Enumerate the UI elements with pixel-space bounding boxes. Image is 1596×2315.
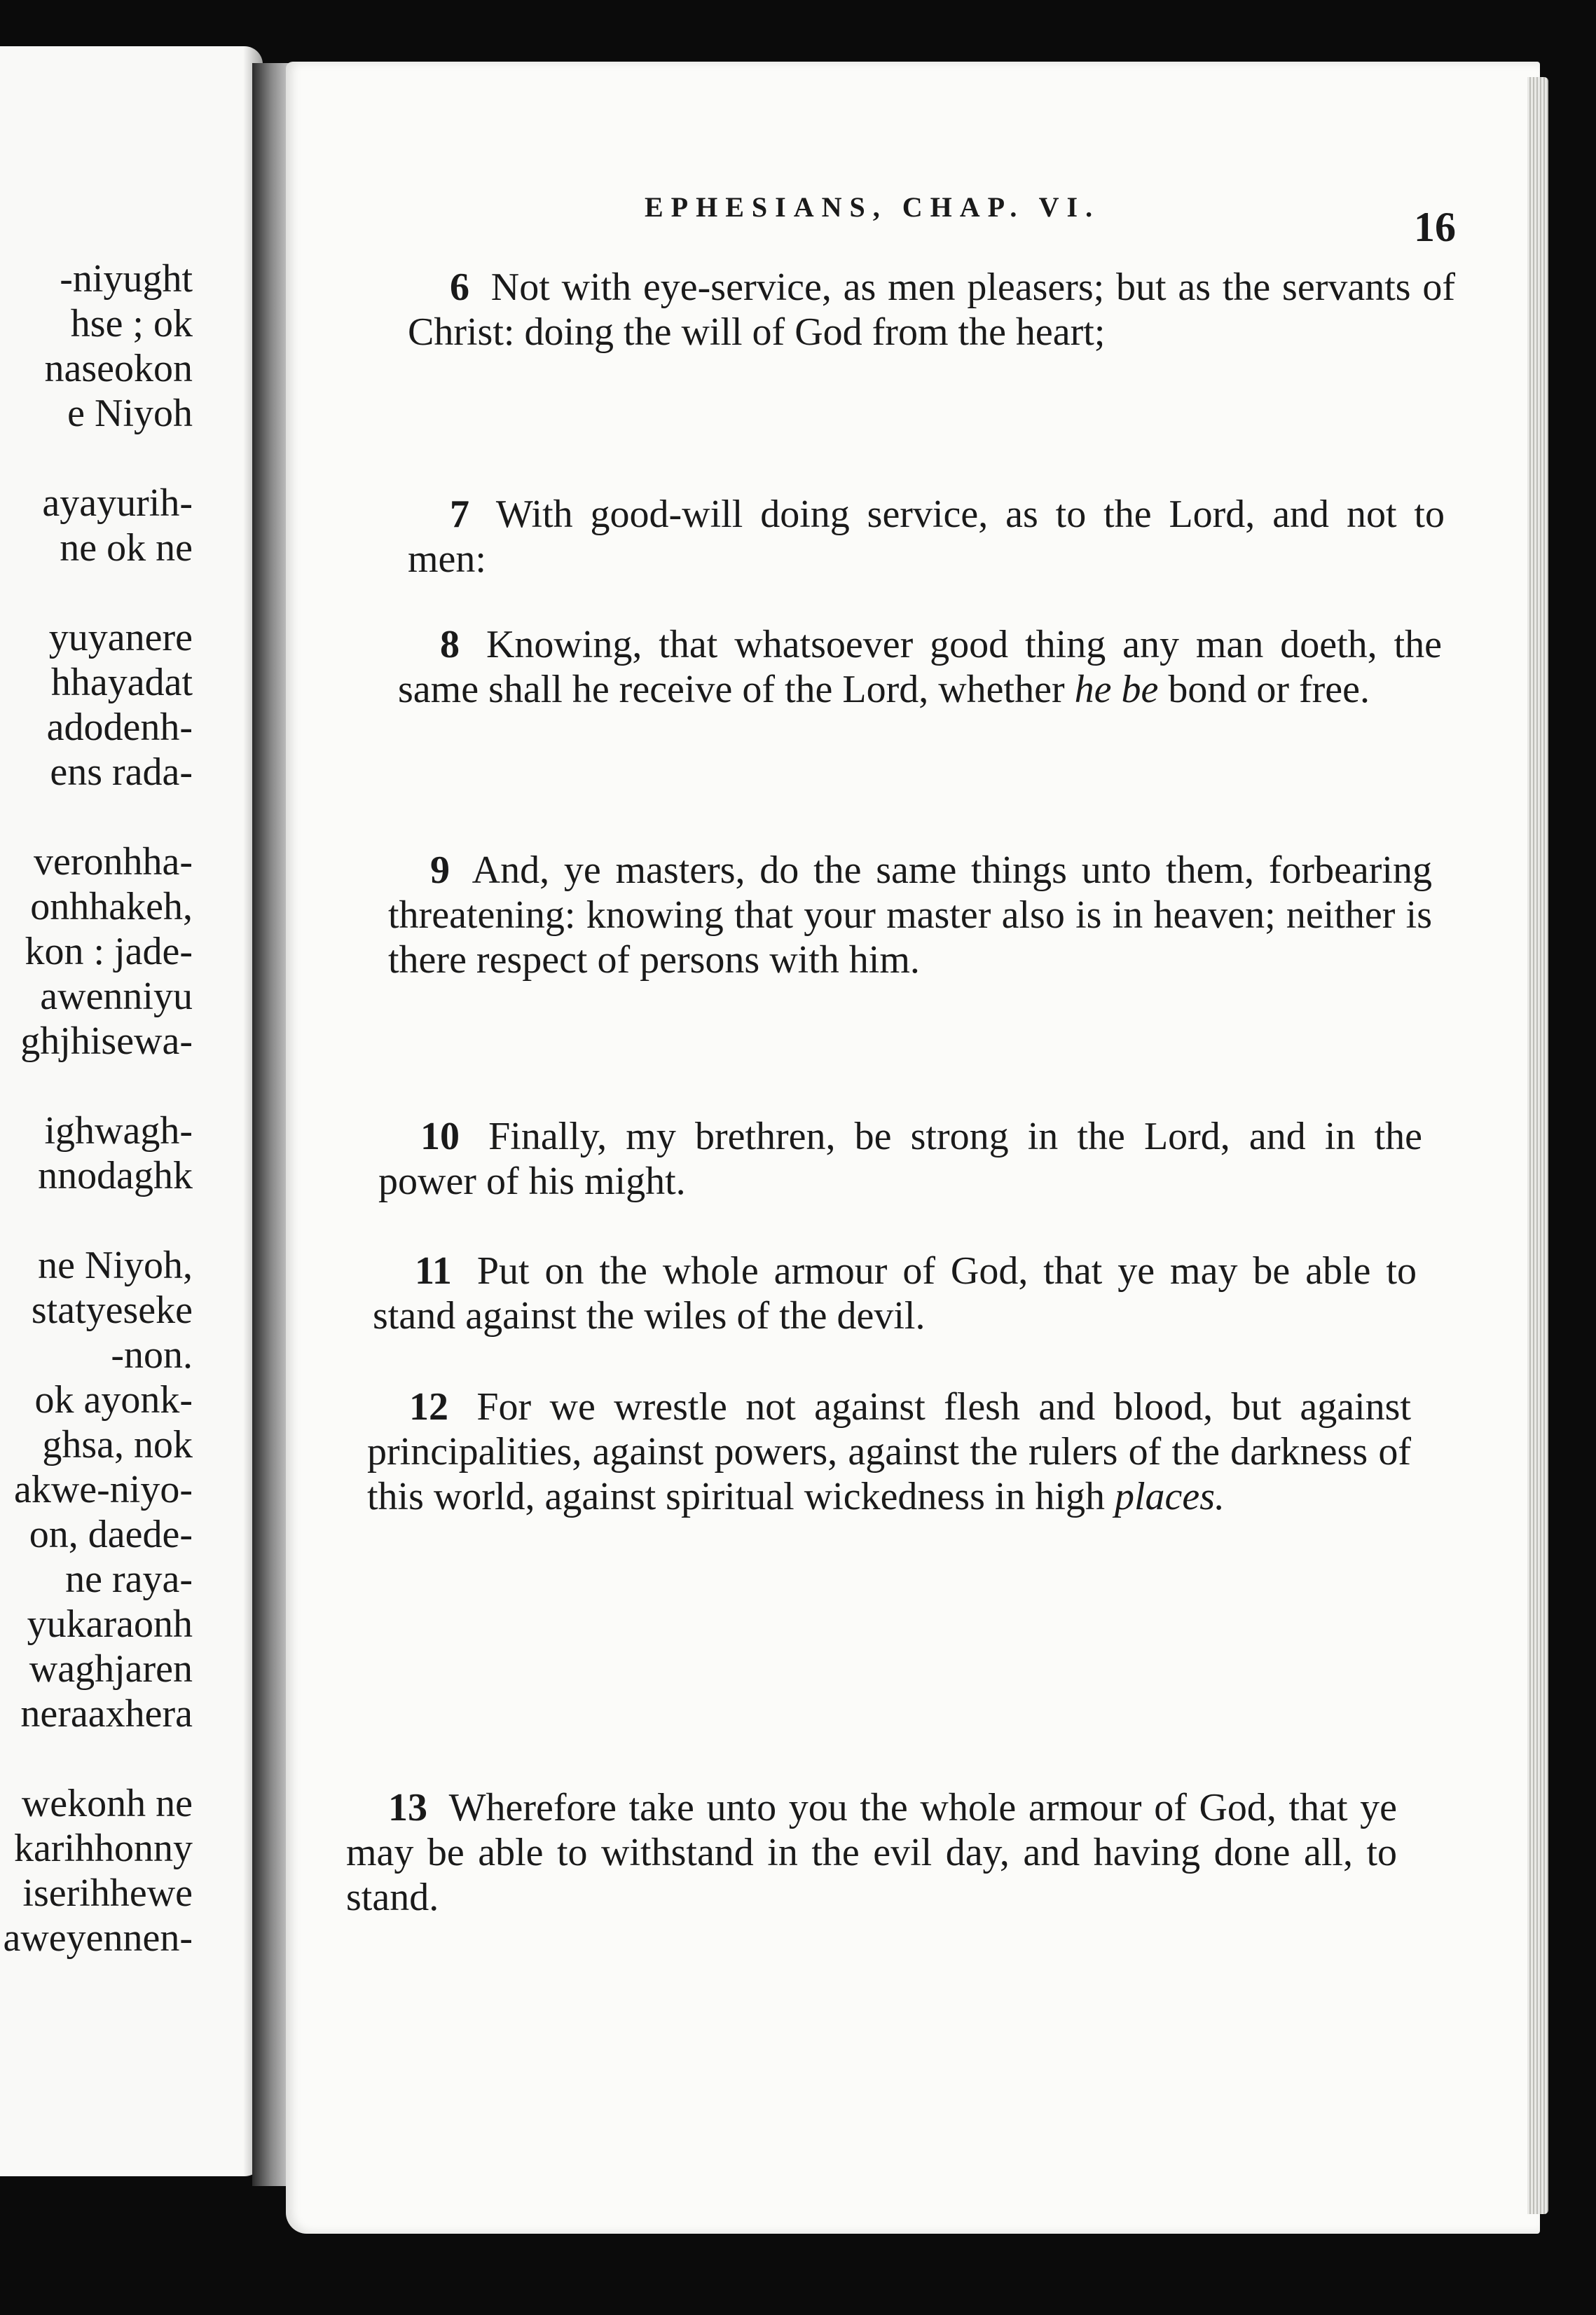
left-page-line xyxy=(0,436,193,481)
verse-text: Knowing, that whatsoever good thing any man doeth, the same shall he receive of the Lord, whether xyxy=(398,623,1443,711)
left-page-line: yukaraonh xyxy=(27,1602,193,1646)
verse-number: 12 xyxy=(409,1385,448,1429)
left-page-line: -non. xyxy=(111,1333,193,1377)
left-page-line: aweyennen- xyxy=(3,1916,193,1960)
verse-number: 9 xyxy=(430,849,450,892)
left-page-line: kon : jade- xyxy=(25,930,193,973)
left-page-line: akwe-niyo- xyxy=(13,1468,193,1511)
left-page-line: yuyanere xyxy=(48,616,193,659)
verse-text: And, ye masters, do the same things unto them, forbearing threatening: knowing that your master also is in heaven; neither is there respect of persons with him. xyxy=(388,849,1432,982)
left-page-line xyxy=(0,1736,193,1781)
left-page-line: e Niyoh xyxy=(67,392,193,435)
verse-text: For we wrestle not against flesh and blood, but against principalities, against powers, against the rulers of the darkness of this world, against spiritual wickedness in high xyxy=(367,1385,1411,1518)
verse-9 xyxy=(388,848,1432,982)
verse-number: 13 xyxy=(388,1786,427,1829)
verse-text: Put on the whole armour of God, that ye may be able to stand against the wiles of the devil. xyxy=(373,1249,1417,1338)
verse-13 xyxy=(346,1785,1397,1920)
left-page-line: ne Niyoh, xyxy=(38,1244,193,1287)
verse-6 xyxy=(408,265,1455,355)
left-page-line: nnodaghk xyxy=(38,1154,193,1197)
left-page-line: onhhakeh, xyxy=(30,885,193,928)
left-page-line: wekonh ne xyxy=(21,1782,193,1825)
left-page-line: ok ayonk- xyxy=(34,1378,193,1422)
left-page-line: awenniyu xyxy=(40,975,193,1018)
verse-11 xyxy=(373,1249,1417,1338)
left-page-line xyxy=(0,1198,193,1243)
verse-number: 6 xyxy=(450,266,469,309)
verse-text: Wherefore take unto you the whole armour of God, that ye may be able to withstand in the evil day, and having done all, to stand. xyxy=(346,1786,1397,1919)
running-head: EPHESIANS, CHAP. VI. xyxy=(645,191,1101,223)
verse-text: Finally, my brethren, be strong in the Lord, and in the power of his might. xyxy=(378,1115,1422,1203)
verse-12 xyxy=(367,1385,1411,1519)
left-page-line: adodenh- xyxy=(46,706,193,749)
left-page-line: ne ok ne xyxy=(60,526,193,570)
verse-7 xyxy=(408,492,1445,582)
left-page-line: veronhha- xyxy=(33,840,193,884)
verse-text: Not with eye-service, as men pleasers; but as the servants of Christ: doing the will of God from the heart; xyxy=(408,266,1455,354)
left-page-line: ighwagh- xyxy=(44,1109,193,1153)
left-page-line xyxy=(0,795,193,839)
left-page-line: ayayurih- xyxy=(42,481,193,525)
left-page-line: ghsa, nok xyxy=(42,1423,193,1466)
left-page-line: ghjhisewa- xyxy=(20,1019,193,1063)
verse-8 xyxy=(398,622,1442,712)
verse-number: 7 xyxy=(450,493,469,536)
left-page-line: naseokon xyxy=(44,347,193,390)
page-edge xyxy=(1527,77,1548,2214)
verse-number: 11 xyxy=(415,1249,452,1293)
left-page-line: karihhonny xyxy=(13,1827,193,1870)
left-page-line xyxy=(0,570,193,615)
left-page-line xyxy=(0,1064,193,1108)
verse-10 xyxy=(378,1114,1422,1204)
left-page-line: iserihhewe xyxy=(22,1871,193,1915)
left-page-line: -niyught xyxy=(60,257,193,301)
verse-italic-text: he be xyxy=(1074,668,1159,711)
left-page-line: ne raya- xyxy=(65,1558,193,1601)
verse-number: 10 xyxy=(420,1115,460,1158)
left-page-line: waghjaren xyxy=(29,1647,193,1691)
left-page-text xyxy=(0,256,193,1960)
left-page-line: ens rada- xyxy=(50,750,193,794)
left-page-line: hse ; ok xyxy=(70,302,193,345)
left-page-line: hhayadat xyxy=(50,661,193,704)
page-number: 16 xyxy=(1414,204,1456,250)
verse-text-after: bond or free. xyxy=(1168,668,1370,711)
left-page-line: on, daede- xyxy=(29,1513,193,1556)
verse-italic-text: places. xyxy=(1114,1475,1225,1518)
verse-number: 8 xyxy=(440,623,460,666)
left-facing-page xyxy=(0,46,263,2176)
left-page-line: neraaxhera xyxy=(20,1692,193,1736)
left-page-line: statyeseke xyxy=(31,1289,193,1332)
verse-text: With good-will doing service, as to the Lord, and not to men: xyxy=(408,493,1445,581)
